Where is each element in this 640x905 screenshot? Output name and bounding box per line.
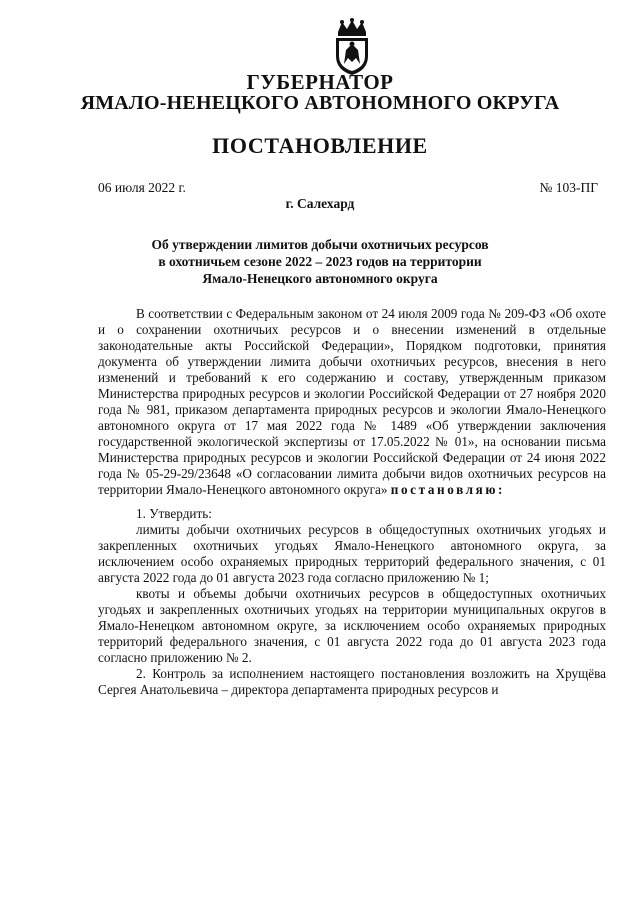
item-1-quotas-paragraph: квоты и объемы добычи охотничьих ресурсов в общедоступных охотничьих угодьях и закрепленных охотничьих угодьях на территории муниципальных округов в Ямало-Ненецком автономном округе, за исключением особо охраняемых природных территорий федерального значения, с 01 августа 2022 года до 01 августа 2023 года согласно приложению № 2. bbox=[98, 586, 606, 665]
coat-of-arms-icon bbox=[330, 18, 374, 76]
header-title-region: ЯМАЛО-НЕНЕЦКОГО АВТОНОМНОГО ОКРУГА bbox=[80, 92, 560, 114]
subject-line: Об утверждении лимитов добычи охотничьих ресурсов bbox=[151, 237, 489, 252]
document-type-title: ПОСТАНОВЛЕНИЕ bbox=[212, 133, 428, 158]
subject-line: в охотничьем сезоне 2022 – 2023 годов на территории bbox=[158, 254, 482, 269]
item-2-paragraph: 2. Контроль за исполнением настоящего постановления возложить на Хрущёва Сергея Анатольевича – директора департамента природных ресурсов и bbox=[98, 666, 606, 697]
item-1-heading: 1. Утвердить: bbox=[136, 506, 212, 521]
preamble-text: В соответствии с Федеральным законом от 24 июля 2009 года № 209-ФЗ «Об охоте и о сохранении охотничьих ресурсов и о внесении изменений в отдельные законодательные акты Российской Федерации», Порядком подготовки, принятия документа об утверждении лимита добычи охотничьих ресурсов, внесения в него изменений и требований к его содержанию и составу, утвержденным приказом Министерства природных ресурсов и экологии Российской Федерации от 27 ноября 2020 года № 981, приказом департамента природных ресурсов и экологии Ямало-Ненецкого автономного округа от 17 мая 2022 года № 1489 «Об утверждении заключения государственной экологической экспертизы от 17.05.2022 № 01», на основании письма Министерства природных ресурсов и экологии Российской Федерации от 24 июня 2022 года № 05-29-29/23648 «О согласовании лимита добычи видов охотничьих ресурсов на территории Ямало-Ненецкого автономного округа» bbox=[98, 306, 606, 497]
header-title-governor: ГУБЕРНАТОР bbox=[246, 70, 394, 94]
document-number: № 103-ПГ bbox=[539, 180, 598, 195]
item-1-limits-paragraph: лимиты добычи охотничьих ресурсов в общедоступных охотничьих угодьях и закрепленных охотничьих угодьях Ямало-Ненецкого автономного округа, за исключением особо охраняемых природных территорий федерального значения, с 01 августа 2022 года до 01 августа 2023 года согласно приложению № 1; bbox=[98, 522, 606, 585]
document-city: г. Салехард bbox=[285, 196, 355, 211]
document-date: 06 июля 2022 г. bbox=[98, 180, 186, 195]
subject-line: Ямало-Ненецкого автономного округа bbox=[202, 271, 438, 286]
preamble-paragraph bbox=[98, 306, 606, 498]
document-subject bbox=[0, 236, 640, 287]
document-body bbox=[98, 306, 606, 698]
resolve-word: постановляю: bbox=[390, 482, 506, 497]
